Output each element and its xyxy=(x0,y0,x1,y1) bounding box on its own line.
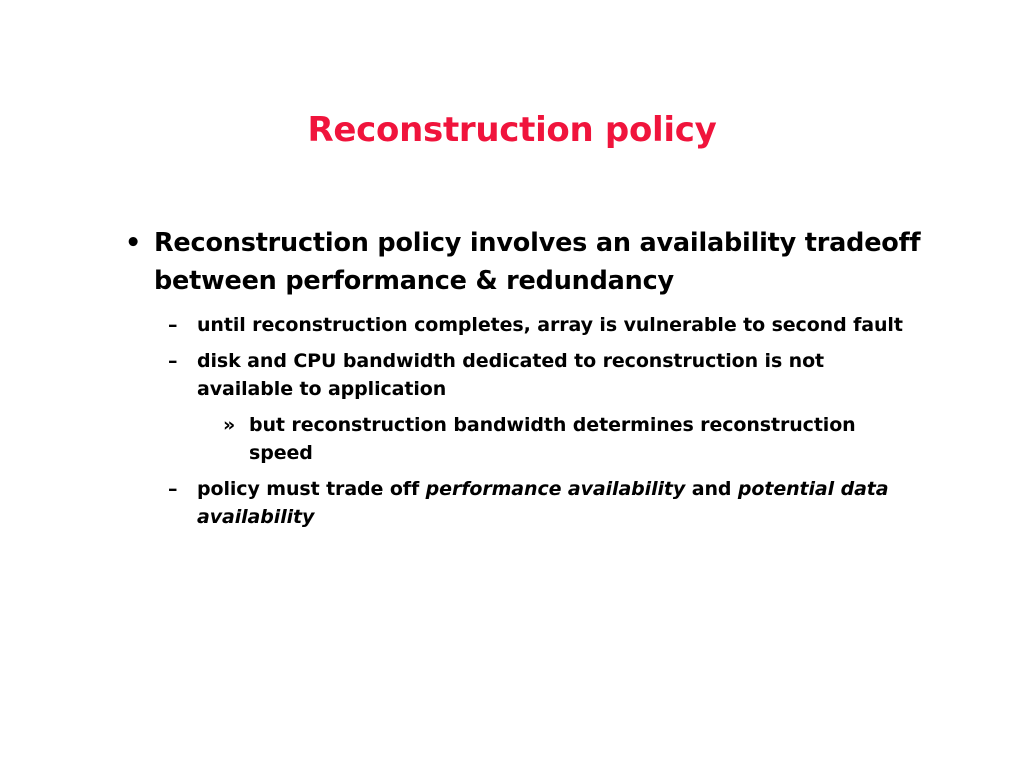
chevron-marker: » xyxy=(223,414,236,436)
sub-bullet-tradeoff xyxy=(168,475,922,531)
sub-bullet-text: disk and CPU bandwidth dedicated to reconstruction is not available to application xyxy=(197,350,825,400)
sub-bullet-text: until reconstruction completes, array is vulnerable to second fault xyxy=(197,314,903,336)
tradeoff-term-performance: performance availability xyxy=(425,478,686,500)
bullet-main-text: Reconstruction policy involves an availability tradeoff between performance & redundancy xyxy=(154,228,921,296)
slide-title: Reconstruction policy xyxy=(307,110,717,150)
sub-sub-bullet-speed xyxy=(223,411,922,467)
sub-sub-bullet-text: but reconstruction bandwidth determines reconstruction speed xyxy=(249,414,856,464)
sub-bullet-second-fault xyxy=(168,311,922,339)
dash-marker: – xyxy=(168,314,178,336)
tradeoff-term-potential: potential data availability xyxy=(197,478,889,528)
bullet-marker: • xyxy=(125,228,142,258)
dash-marker: – xyxy=(168,478,178,500)
dash-marker: – xyxy=(168,350,178,372)
sub-bullet-bandwidth xyxy=(168,347,922,403)
bullet-main xyxy=(122,224,922,300)
tradeoff-text-c: and xyxy=(685,478,738,500)
slide-body xyxy=(122,224,922,531)
tradeoff-text-a: policy must trade off xyxy=(197,478,426,500)
